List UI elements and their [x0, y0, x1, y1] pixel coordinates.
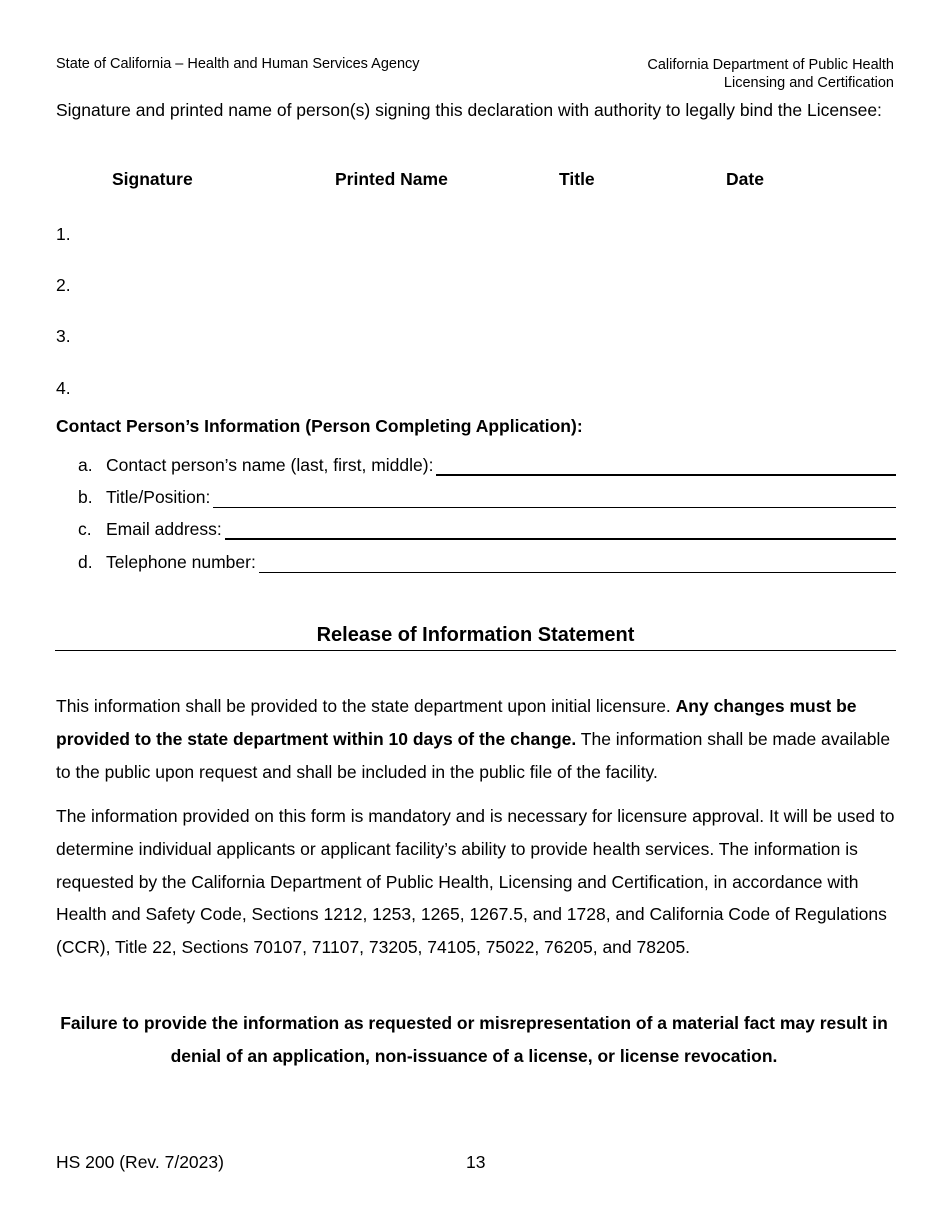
header-department: [647, 56, 894, 92]
contact-email-row: [78, 516, 896, 540]
release-p1-emphasis: Any changes must be provided to the state department within 10 days of the change.: [56, 696, 857, 749]
column-date: Date: [726, 169, 764, 189]
release-section-title: Release of Information Statement: [316, 624, 635, 646]
contact-phone-field[interactable]: [259, 552, 896, 573]
contact-name-row: [78, 452, 896, 476]
release-paragraph-1: [56, 690, 898, 788]
field-letter: c.: [78, 519, 92, 539]
field-letter: a.: [78, 455, 93, 475]
field-letter: b.: [78, 487, 93, 507]
release-warning: Failure to provide the information as requested or misrepresentation of a material fact may result in denial of an application, non-issuance of a license, or license revocation.: [60, 1013, 888, 1066]
contact-title-row: [78, 484, 896, 508]
column-printed-name: Printed Name: [335, 169, 448, 189]
footer-form-id: HS 200 (Rev. 7/2023): [56, 1152, 224, 1172]
release-paragraph-2: The information provided on this form is mandatory and is necessary for licensure approval. It will be used to determine individual applicants or applicant facility’s ability to provide health services. The information is requested by the California Department of Public Health, Licensing and Certification, in accordance with Health and Safety Code, Sections 1212, 1253, 1265, 1267.5, and 1728, and California Code of Regulations (CCR), Title 22, Sections 70107, 71107, 73205, 74105, 75022, 76205, and 78205.: [56, 806, 895, 958]
contact-name-label: Contact person’s name (last, first, middle):: [106, 455, 434, 475]
release-p1-start: This information shall be provided to the state department upon initial licensure.: [56, 696, 676, 716]
header-agency: State of California – Health and Human Services Agency: [56, 56, 420, 72]
contact-title-label: Title/Position:: [106, 487, 211, 507]
contact-email-field[interactable]: [225, 518, 896, 540]
contact-email-label: Email address:: [106, 519, 222, 539]
field-letter: d.: [78, 552, 93, 572]
header-department-name: California Department of Public Health: [647, 57, 894, 73]
signature-row-2: 2.: [56, 275, 71, 295]
contact-title-field[interactable]: [213, 487, 896, 508]
signature-row-1: 1.: [56, 224, 71, 244]
page-number: 13: [466, 1152, 486, 1172]
contact-section-title: Contact Person’s Information (Person Completing Application):: [56, 416, 583, 436]
contact-name-field[interactable]: [436, 454, 896, 476]
column-signature: Signature: [112, 169, 193, 189]
contact-phone-row: [78, 549, 896, 573]
signature-row-4: 4.: [56, 378, 71, 398]
section-divider: [55, 650, 896, 651]
contact-phone-label: Telephone number:: [106, 552, 256, 572]
column-title: Title: [559, 169, 595, 189]
declaration-intro: Signature and printed name of person(s) signing this declaration with authority to legally bind the Licensee:: [56, 100, 882, 120]
header-department-division: Licensing and Certification: [723, 75, 894, 91]
release-p1-end: The information shall be made available to the public upon request and shall be included in the public file of the facility.: [56, 728, 891, 782]
signature-row-3: 3.: [56, 326, 71, 346]
